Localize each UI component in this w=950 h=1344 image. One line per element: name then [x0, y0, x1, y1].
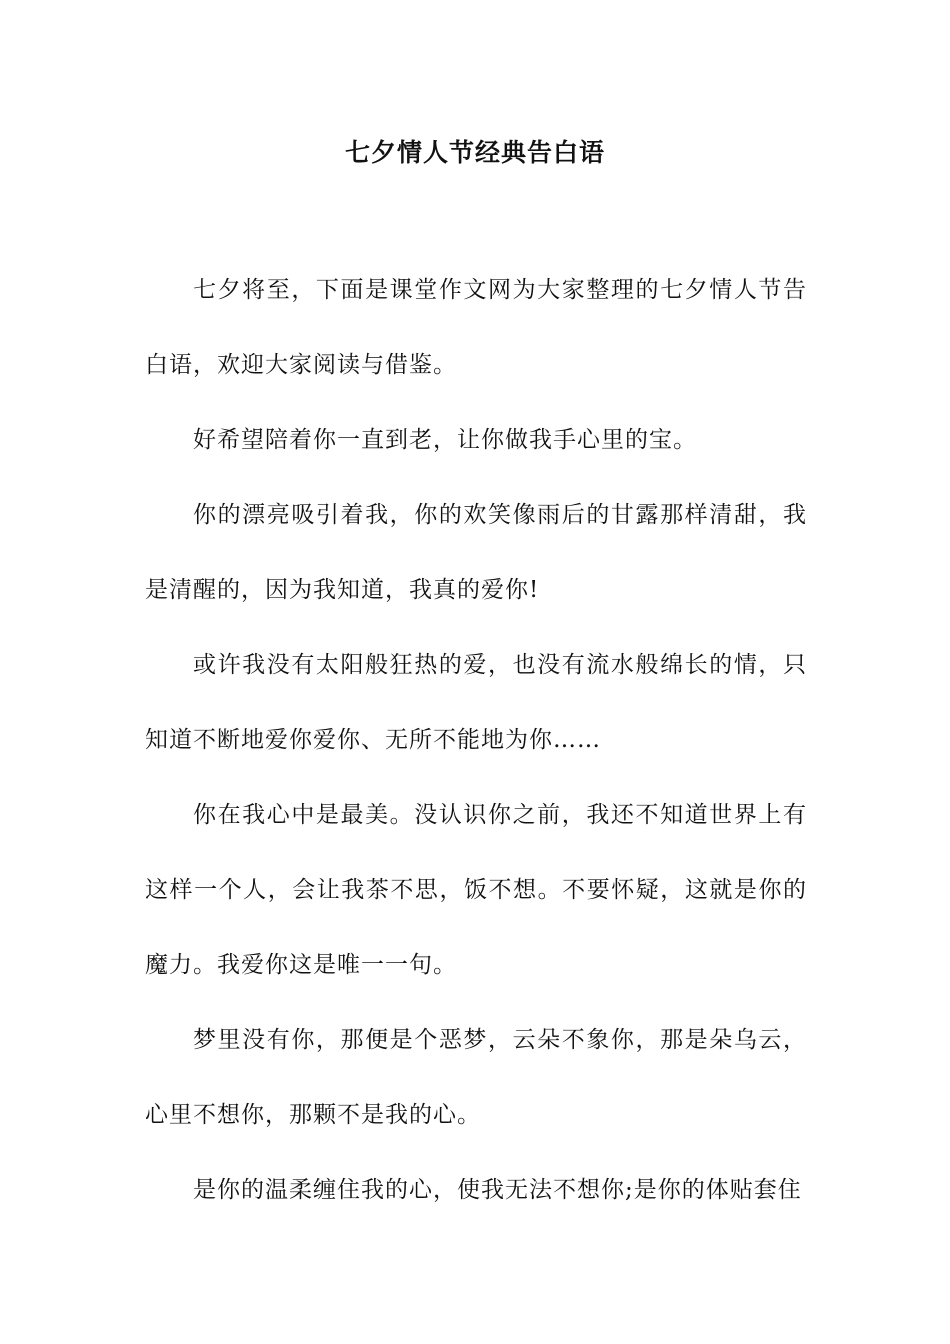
paragraph-7: 是你的温柔缠住我的心，使我无法不想你;是你的体贴套住: [193, 1177, 802, 1203]
document-body: [145, 253, 807, 1228]
paragraph-6: 梦里没有你，那便是个恶梦，云朵不象你，那是朵乌云，心里不想你，那颗不是我的心。: [145, 1027, 807, 1128]
paragraph-5: 你在我心中是最美。没认识你之前，我还不知道世界上有这样一个人，会让我茶不思，饭不想。不要怀疑，这就是你的魔力。我爱你这是唯一一句。: [145, 802, 807, 978]
document-title: 七夕情人节经典告白语: [344, 138, 605, 167]
paragraph-1: 七夕将至，下面是课堂作文网为大家整理的七夕情人节告白语，欢迎大家阅读与借鉴。: [145, 277, 807, 378]
paragraph-3: 你的漂亮吸引着我，你的欢笑像雨后的甘露那样清甜，我是清醒的，因为我知道，我真的爱你!: [145, 502, 807, 603]
paragraph-4: 或许我没有太阳般狂热的爱，也没有流水般绵长的情，只知道不断地爱你爱你、无所不能地为你……: [145, 652, 807, 753]
paragraph-2: 好希望陪着你一直到老，让你做我手心里的宝。: [193, 427, 697, 453]
